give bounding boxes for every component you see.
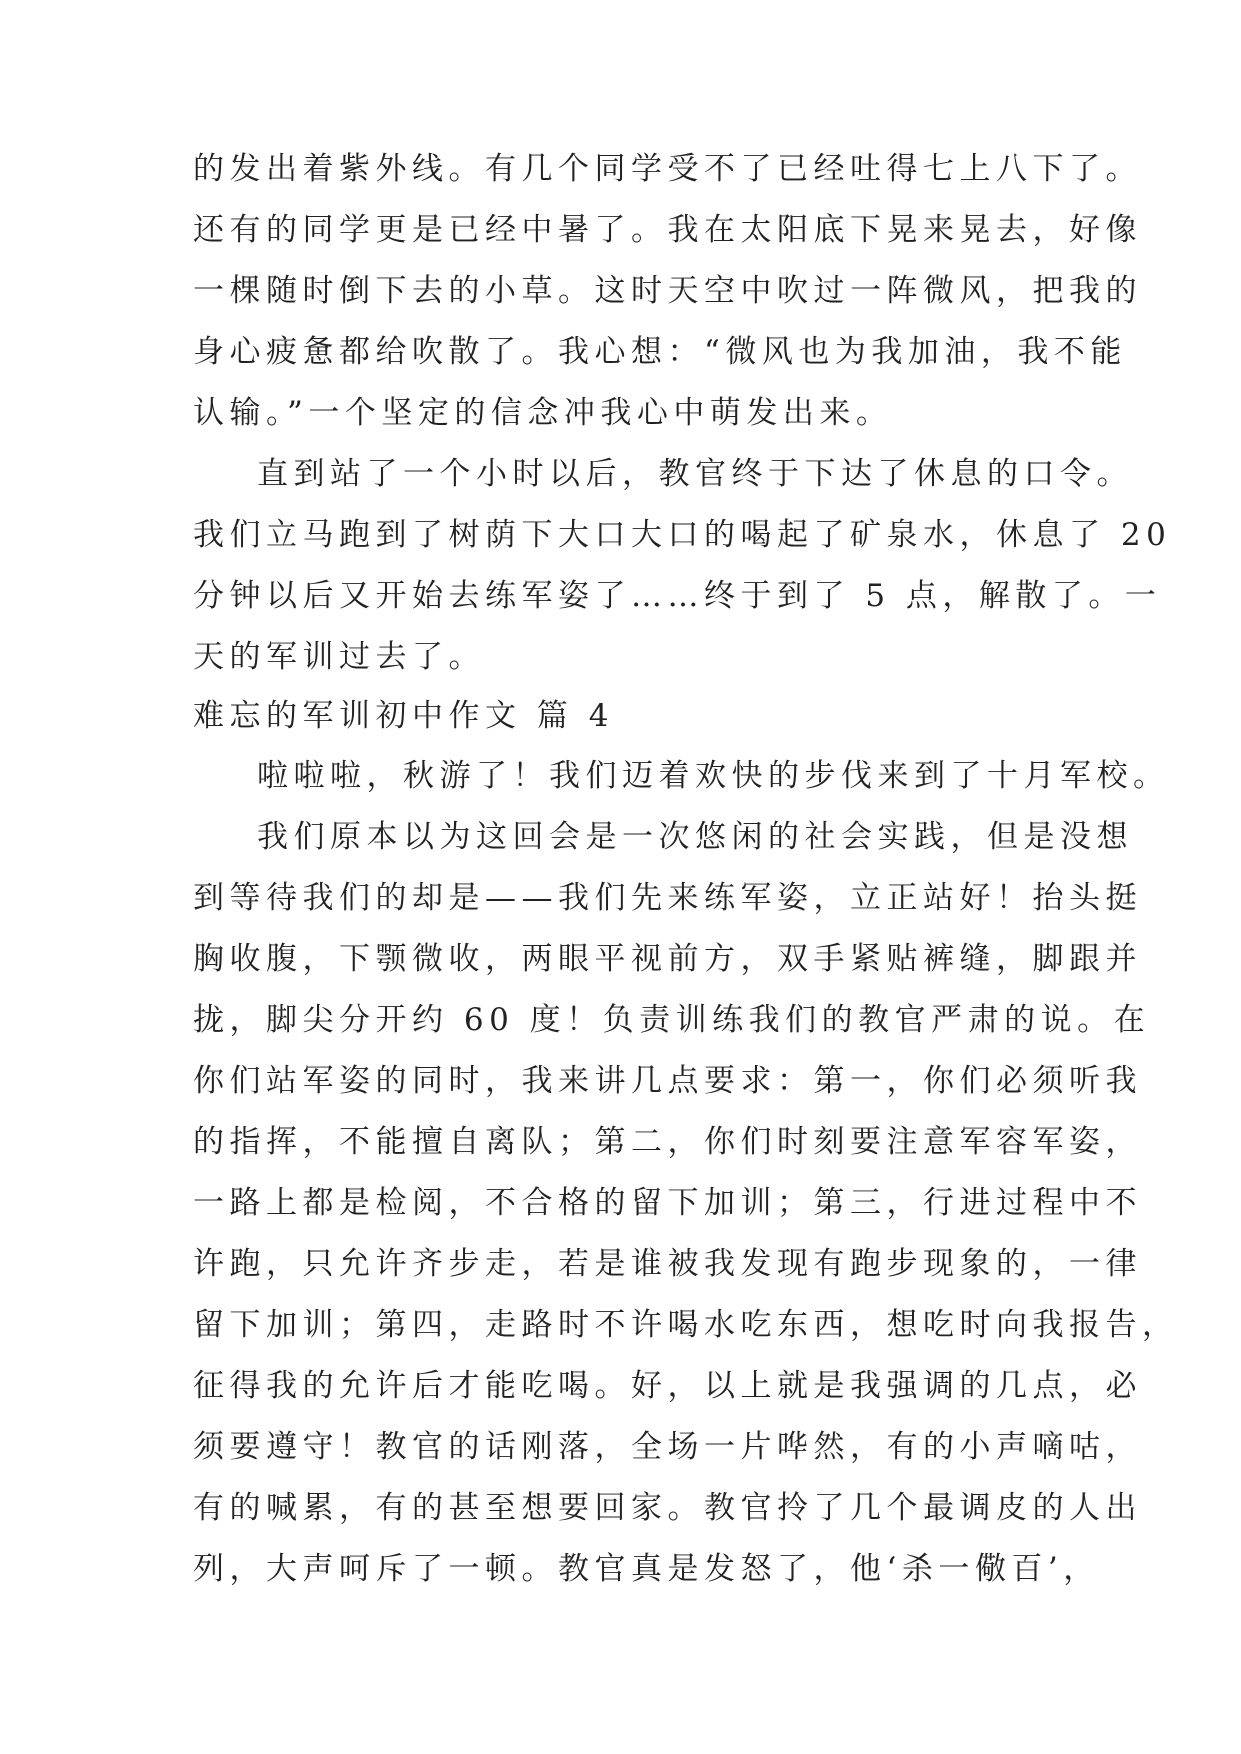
- text-line: 到等待我们的却是——我们先来练军姿，立正站好！抬头挺: [193, 880, 1142, 916]
- section-heading: 难忘的军训初中作文 篇 4: [193, 698, 614, 734]
- paragraph-first-line: 我们原本以为这回会是一次悠闲的社会实践，但是没想: [257, 819, 1133, 855]
- text-line: 一路上都是检阅，不合格的留下加训；第三，行进过程中不: [193, 1185, 1142, 1221]
- text-line: 的指挥，不能擅自离队；第二，你们时刻要注意军容军姿，: [193, 1124, 1142, 1160]
- text-line: 还有的同学更是已经中暑了。我在太阳底下晃来晃去，好像: [193, 212, 1142, 248]
- text-line: 留下加训；第四，走路时不许喝水吃东西，想吃时向我报告，: [193, 1307, 1179, 1343]
- text-line: 须要遵守！教官的话刚落，全场一片哗然，有的小声嘀咕，: [193, 1429, 1142, 1465]
- paragraph-first-line: 啦啦啦，秋游了！我们迈着欢快的步伐来到了十月军校。: [257, 758, 1170, 794]
- text-line: 许跑，只允许齐步走，若是谁被我发现有跑步现象的，一律: [193, 1246, 1142, 1282]
- paragraph-first-line: 直到站了一个小时以后，教官终于下达了休息的口令。: [257, 456, 1133, 492]
- text-line: 有的喊累，有的甚至想要回家。教官拎了几个最调皮的人出: [193, 1490, 1142, 1526]
- text-line: 分钟以后又开始去练军姿了……终于到了 5 点，解散了。一: [193, 578, 1162, 614]
- text-line: 你们站军姿的同时，我来讲几点要求：第一，你们必须听我: [193, 1063, 1142, 1099]
- text-line: 认输。”一个坚定的信念冲我心中萌发出来。: [193, 395, 893, 431]
- text-line: 一棵随时倒下去的小草。这时天空中吹过一阵微风，把我的: [193, 273, 1142, 309]
- text-line: 天的军训过去了。: [193, 639, 485, 675]
- text-line: 的发出着紫外线。有几个同学受不了已经吐得七上八下了。: [193, 151, 1142, 187]
- text-line: 拢，脚尖分开约 60 度！负责训练我们的教官严肃的说。在: [193, 1002, 1151, 1038]
- text-line: 身心疲惫都给吹散了。我心想：“微风也为我加油，我不能: [193, 334, 1127, 370]
- text-line: 胸收腹，下颚微收，两眼平视前方，双手紧贴裤缝，脚跟并: [193, 941, 1142, 977]
- text-line: 征得我的允许后才能吃喝。好，以上就是我强调的几点，必: [193, 1368, 1142, 1404]
- text-line: 我们立马跑到了树荫下大口大口的喝起了矿泉水，休息了 20: [193, 517, 1172, 553]
- text-line: 列，大声呵斥了一顿。教官真是发怒了，他‘杀一儆百’，: [193, 1551, 1100, 1587]
